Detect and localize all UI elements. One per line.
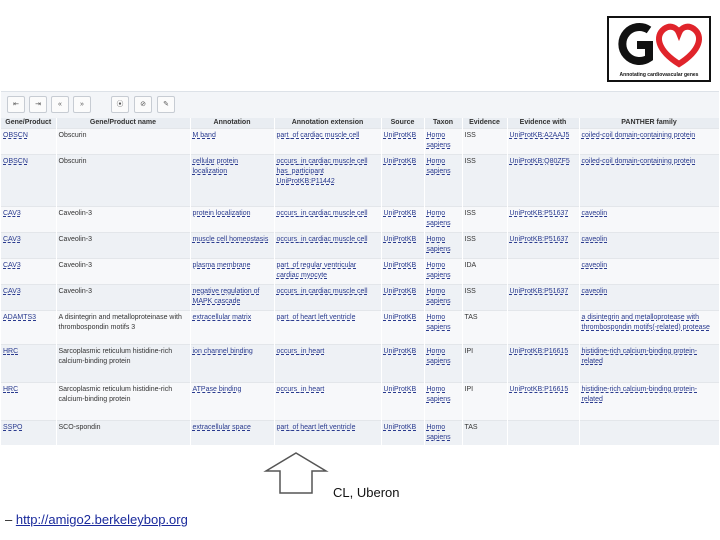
cell-link[interactable]: caveolin bbox=[581, 236, 608, 243]
previous-button[interactable]: « bbox=[51, 96, 69, 113]
table-cell bbox=[56, 207, 190, 233]
cell-text: ISS bbox=[464, 236, 476, 243]
column-header[interactable]: PANTHER family bbox=[579, 118, 719, 129]
column-header[interactable]: Evidence with bbox=[507, 118, 579, 129]
table-cell bbox=[274, 383, 381, 421]
cell-text: Caveolin-3 bbox=[58, 210, 92, 217]
table-cell bbox=[1, 233, 56, 259]
cell-link[interactable]: UniProtKB bbox=[383, 210, 417, 217]
table-cell bbox=[424, 259, 462, 285]
cell-link[interactable]: UniProtKB bbox=[383, 132, 417, 139]
table-cell bbox=[274, 233, 381, 259]
cell-link[interactable]: caveolin bbox=[581, 210, 608, 217]
logo-caption: Annotating cardiovascular genes bbox=[619, 72, 699, 78]
table-cell bbox=[462, 311, 507, 345]
cell-link[interactable]: occurs_in cardiac muscle cell bbox=[276, 288, 368, 295]
cell-link[interactable]: UniProtKB:A2AAJ5 bbox=[509, 132, 570, 139]
table-cell bbox=[381, 345, 424, 383]
cell-link[interactable]: Homo sapiens bbox=[426, 348, 451, 365]
cell-text: IPI bbox=[464, 348, 474, 355]
cell-link[interactable]: Homo sapiens bbox=[426, 314, 451, 331]
cell-link[interactable]: occurs_in heart bbox=[276, 386, 325, 393]
cell-link[interactable]: caveolin bbox=[581, 262, 608, 269]
first-page-button[interactable]: ⇤ bbox=[7, 96, 25, 113]
table-cell bbox=[1, 129, 56, 155]
table-row[interactable] bbox=[1, 345, 719, 383]
table-cell bbox=[1, 285, 56, 311]
table-row[interactable] bbox=[1, 259, 719, 285]
table-cell bbox=[56, 345, 190, 383]
cell-link[interactable]: occurs_in cardiac muscle cell has_participant UniProtKB:P11442 bbox=[276, 158, 368, 185]
cell-link[interactable]: CAV3 bbox=[3, 262, 21, 269]
cell-link[interactable]: UniProtKB:Q80ZF5 bbox=[509, 158, 570, 165]
table-cell bbox=[56, 129, 190, 155]
cell-link[interactable]: OBSCN bbox=[3, 132, 28, 139]
table-cell bbox=[56, 383, 190, 421]
cell-link[interactable]: part_of heart left ventricle bbox=[276, 314, 356, 321]
cell-link[interactable]: occurs_in cardiac muscle cell bbox=[276, 236, 368, 243]
cell-link[interactable]: extracellular space bbox=[192, 424, 251, 431]
table-cell bbox=[507, 421, 579, 446]
table-cell bbox=[381, 155, 424, 207]
cell-link[interactable]: UniProtKB bbox=[383, 424, 417, 431]
cell-link[interactable]: M band bbox=[192, 132, 216, 139]
cell-text: ISS bbox=[464, 288, 476, 295]
table-cell bbox=[507, 383, 579, 421]
column-header[interactable]: Annotation bbox=[190, 118, 274, 129]
up-arrow-icon bbox=[263, 451, 329, 495]
cell-link[interactable]: part_of cardiac muscle cell bbox=[276, 132, 360, 139]
cell-link[interactable]: part_of regular ventricular cardiac myocyte bbox=[276, 262, 357, 279]
select-all-button[interactable]: ⦿ bbox=[111, 96, 129, 113]
cell-link[interactable]: UniProtKB:P51637 bbox=[509, 288, 569, 295]
cell-link[interactable]: Homo sapiens bbox=[426, 424, 451, 441]
cell-link[interactable]: a disintegrin and metalloprotease with thrombospondin motifs(-related) protease bbox=[581, 314, 710, 331]
table-cell bbox=[462, 155, 507, 207]
annotation-grid bbox=[1, 118, 719, 453]
table-cell bbox=[274, 259, 381, 285]
table-row[interactable] bbox=[1, 285, 719, 311]
cell-link[interactable]: occurs_in heart bbox=[276, 348, 325, 355]
table-cell bbox=[190, 383, 274, 421]
cell-link[interactable]: HRC bbox=[3, 386, 19, 393]
table-cell bbox=[56, 285, 190, 311]
table-row[interactable] bbox=[1, 129, 719, 155]
cell-link[interactable]: UniProtKB bbox=[383, 348, 417, 355]
cell-text: Sarcoplasmic reticulum histidine-rich calcium-binding protein bbox=[58, 348, 173, 365]
cell-link[interactable]: UniProtKB bbox=[383, 314, 417, 321]
cell-link[interactable]: Homo sapiens bbox=[426, 236, 451, 253]
cell-text: ISS bbox=[464, 132, 476, 139]
clear-button[interactable]: ⊘ bbox=[134, 96, 152, 113]
cell-link[interactable]: ion channel binding bbox=[192, 348, 253, 355]
cell-link[interactable]: caveolin bbox=[581, 288, 608, 295]
cell-text: ISS bbox=[464, 210, 476, 217]
column-header[interactable]: Annotation extension bbox=[274, 118, 381, 129]
table-cell bbox=[381, 421, 424, 446]
cell-text: SCO-spondin bbox=[58, 424, 101, 431]
table-body bbox=[1, 129, 719, 446]
column-header[interactable]: Gene/Product bbox=[1, 118, 56, 129]
table-cell bbox=[579, 233, 719, 259]
table-cell bbox=[274, 129, 381, 155]
table-cell bbox=[56, 311, 190, 345]
cell-text: Caveolin-3 bbox=[58, 288, 92, 295]
table-cell bbox=[507, 345, 579, 383]
cell-link[interactable]: UniProtKB:P16615 bbox=[509, 386, 569, 393]
table-cell bbox=[1, 259, 56, 285]
table-cell bbox=[274, 421, 381, 446]
amigo-link[interactable]: http://amigo2.berkeleybop.org bbox=[15, 512, 188, 527]
table-cell bbox=[1, 207, 56, 233]
cell-link[interactable]: CAV3 bbox=[3, 210, 21, 217]
table-cell bbox=[1, 383, 56, 421]
table-cell bbox=[274, 155, 381, 207]
table-cell bbox=[190, 421, 274, 446]
table-cell bbox=[507, 311, 579, 345]
table-cell bbox=[462, 421, 507, 446]
column-header[interactable]: Evidence bbox=[462, 118, 507, 129]
cell-link[interactable]: UniProtKB bbox=[383, 158, 417, 165]
cell-link[interactable]: ATPase binding bbox=[192, 386, 242, 393]
table-row[interactable] bbox=[1, 207, 719, 233]
table-cell bbox=[507, 259, 579, 285]
table-cell bbox=[462, 345, 507, 383]
table-cell bbox=[381, 207, 424, 233]
table-cell bbox=[462, 233, 507, 259]
annotation-table bbox=[1, 118, 719, 445]
last-page-button[interactable]: ⇥ bbox=[29, 96, 47, 113]
cell-text: ISS bbox=[464, 158, 476, 165]
cell-link[interactable]: coiled-coil domain-containing protein bbox=[581, 158, 696, 165]
table-cell bbox=[579, 207, 719, 233]
table-cell bbox=[507, 285, 579, 311]
grid-toolbar bbox=[1, 91, 719, 118]
table-cell bbox=[507, 207, 579, 233]
table-header-row bbox=[1, 118, 719, 129]
table-cell bbox=[424, 155, 462, 207]
cell-link[interactable]: Homo sapiens bbox=[426, 288, 451, 305]
cell-link[interactable]: Homo sapiens bbox=[426, 132, 451, 149]
table-cell bbox=[381, 129, 424, 155]
cell-link[interactable]: part_of heart left ventricle bbox=[276, 424, 356, 431]
cell-link[interactable]: histidine-rich calcium-binding protein-related bbox=[581, 386, 698, 403]
cell-link[interactable]: Homo sapiens bbox=[426, 210, 451, 227]
cell-link[interactable]: occurs_in cardiac muscle cell bbox=[276, 210, 368, 217]
table-cell bbox=[507, 155, 579, 207]
cell-link[interactable]: Homo sapiens bbox=[426, 158, 451, 175]
cell-text: TAS bbox=[464, 314, 478, 321]
cell-link[interactable]: UniProtKB bbox=[383, 262, 417, 269]
table-row[interactable] bbox=[1, 421, 719, 446]
table-cell bbox=[424, 207, 462, 233]
table-cell bbox=[56, 155, 190, 207]
cell-text: IDA bbox=[464, 262, 477, 269]
table-cell bbox=[462, 129, 507, 155]
table-cell bbox=[579, 259, 719, 285]
table-cell bbox=[579, 311, 719, 345]
table-cell bbox=[507, 233, 579, 259]
table-cell bbox=[1, 155, 56, 207]
cell-link[interactable]: UniProtKB bbox=[383, 288, 417, 295]
cell-text: Obscurin bbox=[58, 132, 87, 139]
table-row[interactable] bbox=[1, 155, 719, 207]
cell-text: Sarcoplasmic reticulum histidine-rich calcium-binding protein bbox=[58, 386, 173, 403]
table-cell bbox=[462, 383, 507, 421]
cell-link[interactable]: protein localization bbox=[192, 210, 251, 217]
column-header[interactable]: Source bbox=[381, 118, 424, 129]
cell-text: IPI bbox=[464, 386, 474, 393]
table-cell bbox=[274, 311, 381, 345]
cell-link[interactable]: OBSCN bbox=[3, 158, 28, 165]
cell-link[interactable]: CAV3 bbox=[3, 288, 21, 295]
table-cell bbox=[190, 155, 274, 207]
table-cell bbox=[579, 129, 719, 155]
cell-link[interactable]: UniProtKB:P51637 bbox=[509, 236, 569, 243]
cell-link[interactable]: Homo sapiens bbox=[426, 262, 451, 279]
cell-link[interactable]: histidine-rich calcium-binding protein-related bbox=[581, 348, 698, 365]
table-cell bbox=[381, 233, 424, 259]
table-cell bbox=[579, 155, 719, 207]
cell-link[interactable]: Homo sapiens bbox=[426, 386, 451, 403]
table-cell bbox=[190, 129, 274, 155]
cell-text: Obscurin bbox=[58, 158, 87, 165]
table-cell bbox=[56, 421, 190, 446]
table-cell bbox=[190, 311, 274, 345]
table-cell bbox=[424, 285, 462, 311]
table-cell bbox=[56, 259, 190, 285]
table-cell bbox=[462, 259, 507, 285]
cell-link[interactable]: ADAMTS3 bbox=[3, 314, 37, 321]
cell-link[interactable]: cellular protein localization bbox=[192, 158, 239, 175]
cell-text: TAS bbox=[464, 424, 478, 431]
table-cell bbox=[381, 383, 424, 421]
table-cell bbox=[190, 285, 274, 311]
cell-text: A disintegrin and metalloproteinase with thrombospondin motifs 3 bbox=[58, 314, 182, 331]
table-cell bbox=[579, 421, 719, 446]
footer-prefix: – bbox=[5, 512, 16, 527]
cell-link[interactable]: negative regulation of MAPK cascade bbox=[192, 288, 260, 305]
table-cell bbox=[381, 285, 424, 311]
cell-link[interactable]: extracellular matrix bbox=[192, 314, 252, 321]
table-cell bbox=[381, 259, 424, 285]
cell-link[interactable]: UniProtKB bbox=[383, 236, 417, 243]
column-header[interactable]: Gene/Product name bbox=[56, 118, 190, 129]
table-cell bbox=[1, 345, 56, 383]
table-row[interactable] bbox=[1, 383, 719, 421]
table-cell bbox=[424, 129, 462, 155]
cell-link[interactable]: UniProtKB:P51637 bbox=[509, 210, 569, 217]
cell-link[interactable]: SSPO bbox=[3, 424, 23, 431]
edit-button[interactable]: ✎ bbox=[157, 96, 175, 113]
column-header[interactable]: Taxon bbox=[424, 118, 462, 129]
table-cell bbox=[579, 285, 719, 311]
table-cell bbox=[274, 207, 381, 233]
table-cell bbox=[579, 383, 719, 421]
table-cell bbox=[424, 421, 462, 446]
table-cell bbox=[274, 285, 381, 311]
table-cell bbox=[579, 345, 719, 383]
go-heart-logo-icon bbox=[609, 18, 709, 70]
table-row[interactable] bbox=[1, 311, 719, 345]
table-cell bbox=[274, 345, 381, 383]
cell-link[interactable]: plasma membrane bbox=[192, 262, 251, 269]
table-cell bbox=[424, 345, 462, 383]
next-button[interactable]: » bbox=[73, 96, 91, 113]
table-cell bbox=[462, 285, 507, 311]
cell-link[interactable]: UniProtKB bbox=[383, 386, 417, 393]
footer bbox=[5, 512, 188, 527]
cell-link[interactable]: coiled-coil domain-containing protein bbox=[581, 132, 696, 139]
ontology-caption: CL, Uberon bbox=[333, 485, 400, 500]
cell-link[interactable]: CAV3 bbox=[3, 236, 21, 243]
cell-text: Caveolin-3 bbox=[58, 262, 92, 269]
table-cell bbox=[1, 421, 56, 446]
cell-link[interactable]: UniProtKB:P16615 bbox=[509, 348, 569, 355]
table-cell bbox=[190, 233, 274, 259]
cell-link[interactable]: HRC bbox=[3, 348, 19, 355]
cell-link[interactable]: muscle cell homeostasis bbox=[192, 236, 269, 243]
table-cell bbox=[190, 207, 274, 233]
table-cell bbox=[190, 345, 274, 383]
table-cell bbox=[462, 207, 507, 233]
table-cell bbox=[56, 233, 190, 259]
cell-text: Caveolin-3 bbox=[58, 236, 92, 243]
table-cell bbox=[424, 383, 462, 421]
table-cell bbox=[190, 259, 274, 285]
table-cell bbox=[424, 311, 462, 345]
table-cell bbox=[381, 311, 424, 345]
table-cell bbox=[424, 233, 462, 259]
go-logo bbox=[607, 16, 711, 82]
table-cell bbox=[1, 311, 56, 345]
table-cell bbox=[507, 129, 579, 155]
table-row[interactable] bbox=[1, 233, 719, 259]
